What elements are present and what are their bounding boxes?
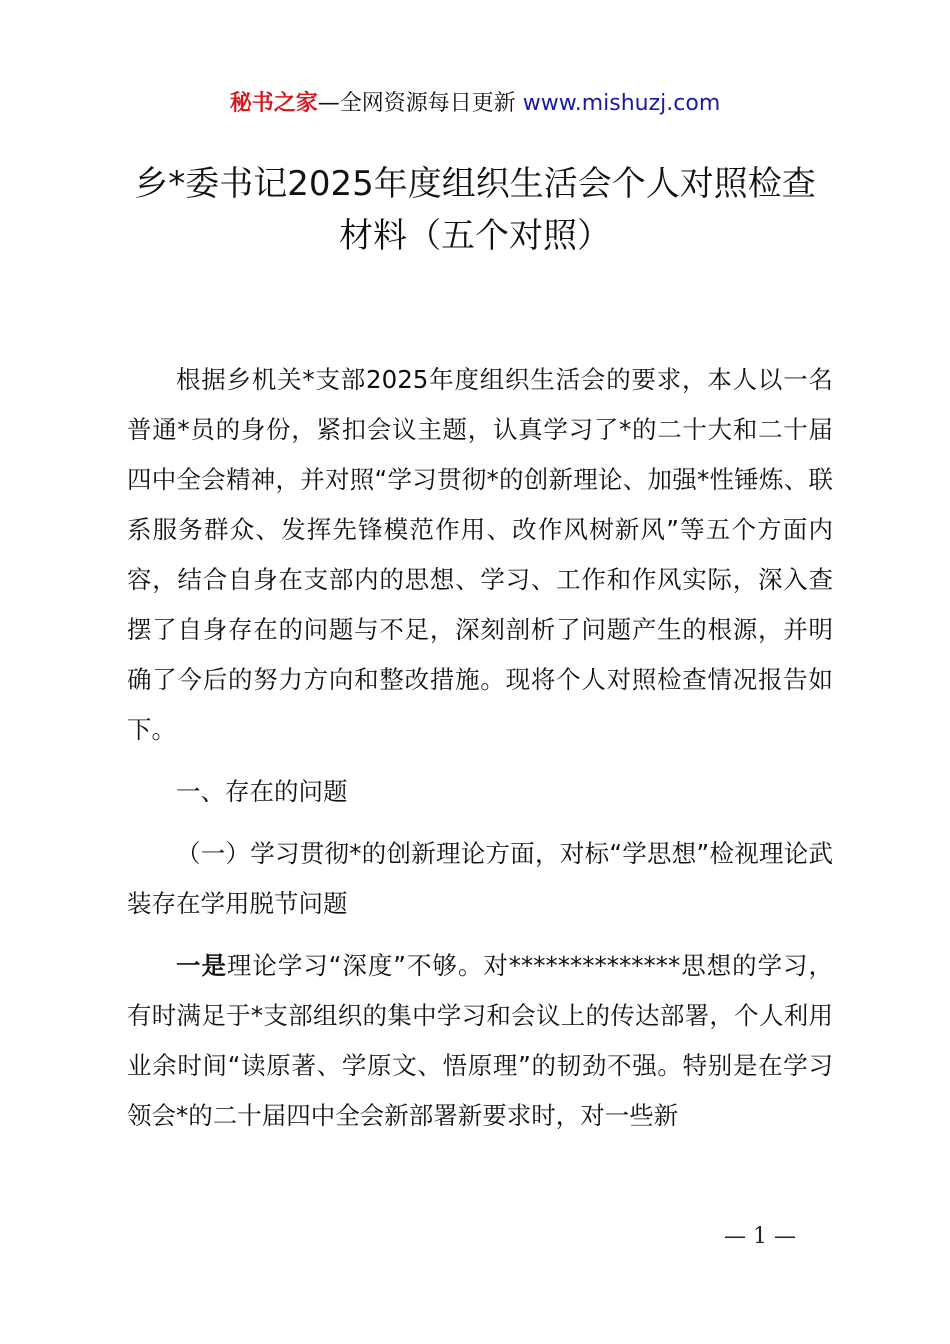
document-body [127,355,833,1141]
section-heading: 一、存在的问题 [176,777,348,806]
document-title [100,158,850,262]
intro-paragraph: 根据乡机关*支部2025年度组织生活会的要求，本人以一名普通*员的身份，紧扣会议主题，认真学习了*的二十大和二十届四中全会精神，并对照“学习贯彻*的创新理论、加强*性锤炼、联系服务群众、发挥先锋模范作用、改作风树新风”等五个方面内容，结合自身在支部内的思想、学习、工作和作风实际，深入查摆了自身存在的问题与不足，深刻剖析了问题产生的根源，并明确了今后的努力方向和整改措施。现将个人对照检查情况报告如下。 [127,365,833,744]
subsection-heading: （一）学习贯彻*的创新理论方面，对标“学思想”检视理论武装存在学用脱节问题 [127,839,833,918]
brand-name: 秘书之家 [229,91,318,116]
point-paragraph [127,941,833,1141]
point-lead: 一是 [176,951,227,980]
point-body: 理论学习“深度”不够。对**************思想的学习，有时满足于*支部组织的集中学习和会议上的传达部署，个人利用业余时间“读原著、学原文、悟原理”的韧劲不强。特别是在学习领会*的二十届四中全会新部署新要求时，对一些新 [127,951,834,1130]
site-header [0,88,950,120]
page-number: — 1 — [724,1224,796,1249]
site-url-link[interactable]: www.mishuzj.com [522,91,721,116]
title-line-2: 材料（五个对照） [339,216,611,256]
header-tagline: —全网资源每日更新 [317,91,523,116]
title-line-1: 乡*委书记2025年度组织生活会个人对照检查 [134,164,816,204]
